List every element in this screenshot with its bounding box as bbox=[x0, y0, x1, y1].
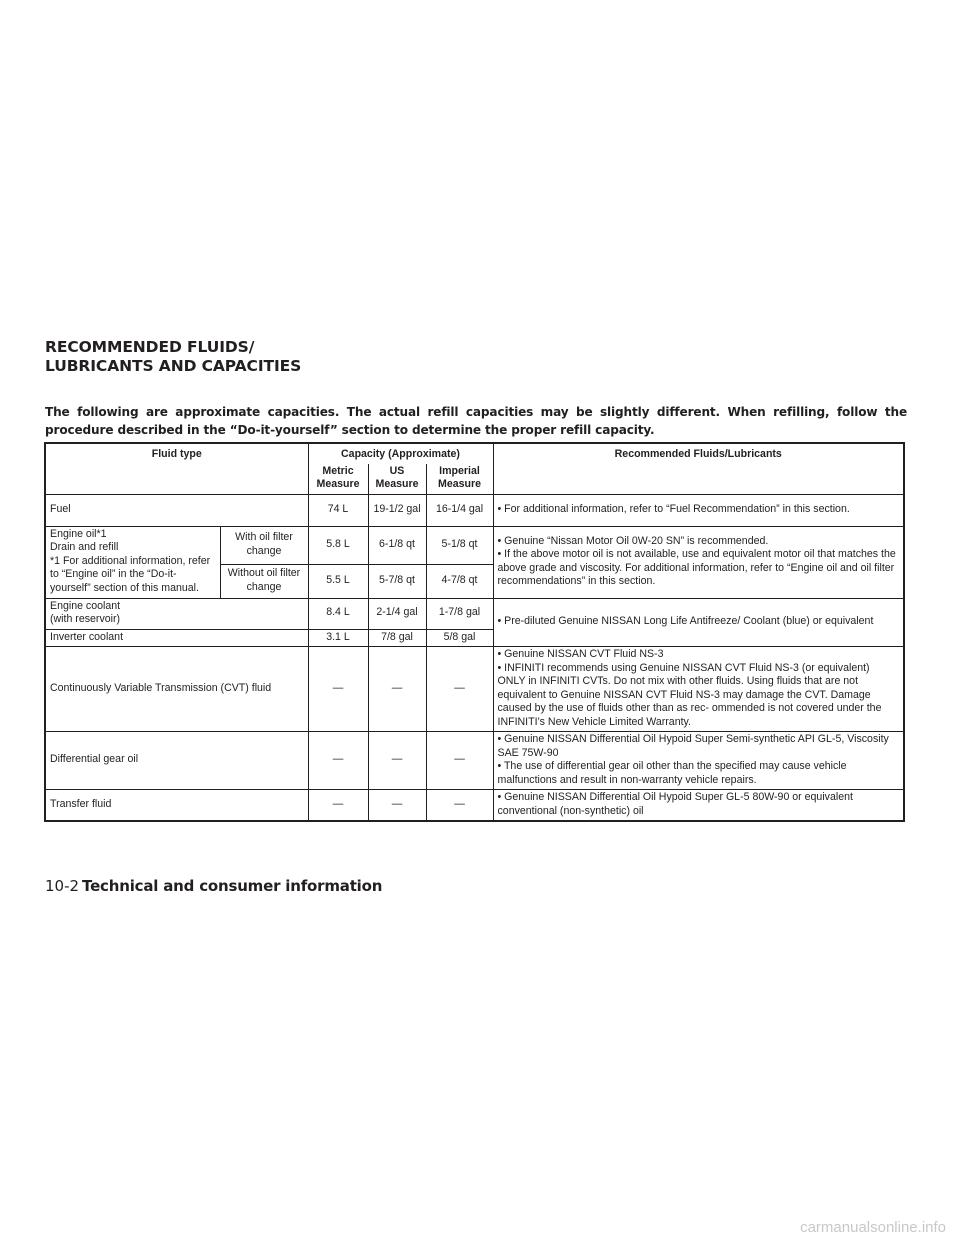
engine-oil-recommendation bbox=[493, 526, 904, 598]
header-metric: Metric Measure bbox=[308, 464, 368, 495]
coolant-recommendation bbox=[493, 598, 904, 647]
engine-oil-with-filter-us: 6-1/8 qt bbox=[368, 526, 426, 564]
engine-oil-without-filter-imperial: 4-7/8 qt bbox=[426, 564, 493, 598]
table-row-cvt bbox=[45, 647, 904, 732]
cvt-rec-line: • Genuine NISSAN CVT Fluid NS-3 bbox=[497, 648, 664, 660]
transfer-name: Transfer fluid bbox=[45, 790, 308, 822]
differential-metric: — bbox=[308, 732, 368, 790]
differential-imperial: — bbox=[426, 732, 493, 790]
differential-rec-line: • The use of differential gear oil other than the specified may cause vehicle malfunctions and result in non-warranty vehicle repairs. bbox=[497, 760, 847, 786]
engine-oil-without-filter-metric: 5.5 L bbox=[308, 564, 368, 598]
engine-oil-rec-line: • Genuine “Nissan Motor Oil 0W-20 SN” is recommended. bbox=[497, 534, 769, 547]
fluids-capacity-table bbox=[44, 442, 905, 822]
engine-oil-rec-line: • If the above motor oil is not available, use and equivalent motor oil that matches the above grade and viscosity. For additional information, refer to “Engine oil and oil filter recommendations” in this section. bbox=[497, 548, 896, 587]
footer-section-title: Technical and consumer information bbox=[82, 877, 383, 895]
differential-recommendation bbox=[493, 732, 904, 790]
engine-coolant-us: 2-1/4 gal bbox=[368, 598, 426, 629]
fuel-recommendation bbox=[493, 494, 904, 526]
page-number: 10-2 bbox=[45, 877, 80, 895]
engine-oil-with-filter-metric: 5.8 L bbox=[308, 526, 368, 564]
cvt-us: — bbox=[368, 647, 426, 732]
header-us: US Measure bbox=[368, 464, 426, 495]
section-heading-line-2: LUBRICANTS AND CAPACITIES bbox=[45, 357, 302, 375]
transfer-rec-line: • Genuine NISSAN Differential Oil Hypoid Super GL-5 80W-90 or equivalent conventional (non-synthetic) oil bbox=[497, 791, 853, 817]
section-heading bbox=[45, 338, 301, 376]
differential-name: Differential gear oil bbox=[45, 732, 308, 790]
cvt-name: Continuously Variable Transmission (CVT) fluid bbox=[45, 647, 308, 732]
coolant-rec-line: • Pre-diluted Genuine NISSAN Long Life Antifreeze/ Coolant (blue) or equivalent bbox=[497, 615, 874, 627]
engine-oil-name: Engine oil*1 Drain and refill *1 For additional information, refer to “Engine oil” in the “Do-it-yourself” section of this manual. bbox=[45, 526, 220, 598]
intro-paragraph: The following are approximate capacities. The actual refill capacities may be slightly different. When refilling, follow the procedure described in the “Do-it-yourself” section to determine the proper refill capacity. bbox=[45, 405, 907, 437]
inverter-coolant-us: 7/8 gal bbox=[368, 629, 426, 647]
watermark: carmanualsonline.info bbox=[800, 1219, 946, 1236]
fuel-us: 19-1/2 gal bbox=[368, 494, 426, 526]
engine-oil-with-filter-imperial: 5-1/8 qt bbox=[426, 526, 493, 564]
table-row-transfer bbox=[45, 790, 904, 822]
engine-oil-without-filter-label: Without oil filter change bbox=[220, 564, 308, 598]
fuel-imperial: 16-1/4 gal bbox=[426, 494, 493, 526]
header-fluid-type: Fluid type bbox=[45, 443, 308, 464]
transfer-recommendation bbox=[493, 790, 904, 822]
fuel-rec-line: • For additional information, refer to “Fuel Recommendation” in this section. bbox=[497, 502, 850, 515]
engine-oil-with-filter-label: With oil filter change bbox=[220, 526, 308, 564]
engine-coolant-name: Engine coolant (with reservoir) bbox=[45, 598, 308, 629]
engine-oil-without-filter-us: 5-7/8 qt bbox=[368, 564, 426, 598]
header-recommended: Recommended Fluids/Lubricants bbox=[493, 443, 904, 494]
differential-us: — bbox=[368, 732, 426, 790]
header-imperial: Imperial Measure bbox=[426, 464, 493, 495]
page-footer bbox=[45, 876, 382, 897]
transfer-imperial: — bbox=[426, 790, 493, 822]
engine-coolant-imperial: 1-7/8 gal bbox=[426, 598, 493, 629]
transfer-metric: — bbox=[308, 790, 368, 822]
cvt-imperial: — bbox=[426, 647, 493, 732]
inverter-coolant-imperial: 5/8 gal bbox=[426, 629, 493, 647]
table-row-differential bbox=[45, 732, 904, 790]
table-row-fuel bbox=[45, 494, 904, 526]
fuel-metric: 74 L bbox=[308, 494, 368, 526]
cvt-metric: — bbox=[308, 647, 368, 732]
header-capacity: Capacity (Approximate) bbox=[308, 443, 493, 464]
cvt-recommendation bbox=[493, 647, 904, 732]
inverter-coolant-metric: 3.1 L bbox=[308, 629, 368, 647]
section-heading-line-1: RECOMMENDED FLUIDS/ bbox=[45, 338, 255, 356]
inverter-coolant-name: Inverter coolant bbox=[45, 629, 308, 647]
table-row-engine-oil-with-filter bbox=[45, 526, 904, 564]
table-row-engine-coolant bbox=[45, 598, 904, 629]
fuel-name: Fuel bbox=[45, 494, 308, 526]
cvt-rec-line: • INFINITI recommends using Genuine NISSAN CVT Fluid NS-3 (or equivalent) ONLY in INFINITI CVTs. Do not mix with other fluids. Using fluids that are not equivalent to Genuine NISSAN CVT Fluid NS-3 may damage the CVT. Damage caused by the use of fluids other than as rec- ommended is not covered under the INFINITI’s New Vehicle Limited Warranty. bbox=[497, 661, 882, 728]
transfer-us: — bbox=[368, 790, 426, 822]
differential-rec-line: • Genuine NISSAN Differential Oil Hypoid Super Semi-synthetic API GL-5, Viscosity SAE 75W-90 bbox=[497, 733, 889, 759]
engine-coolant-metric: 8.4 L bbox=[308, 598, 368, 629]
